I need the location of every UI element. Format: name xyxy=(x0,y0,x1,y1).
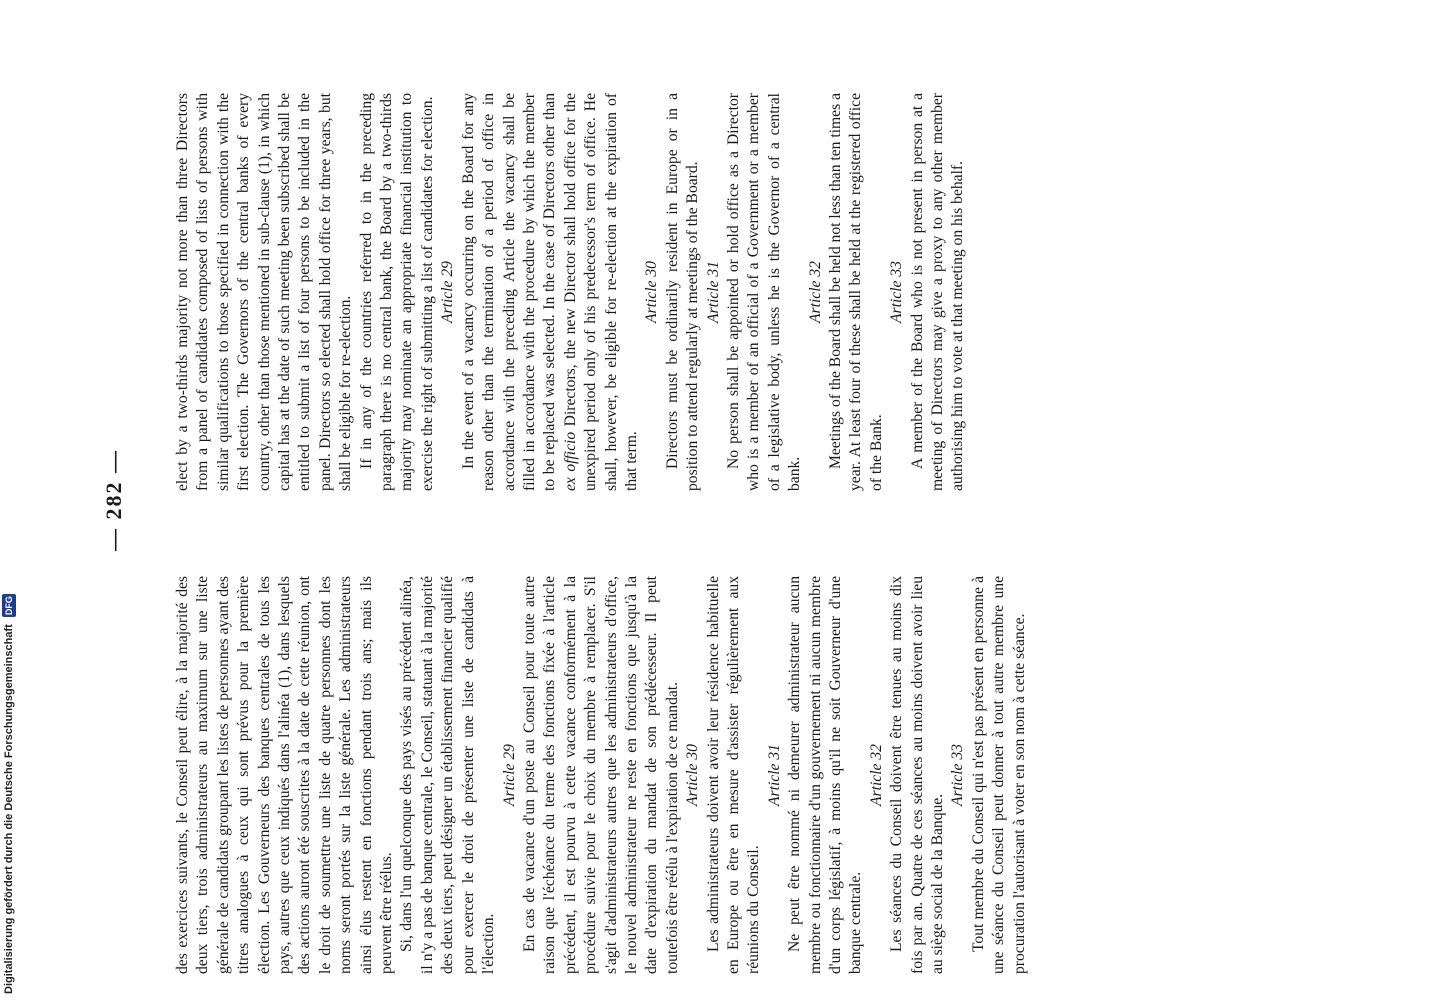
fr-article-30-text: Les administrateurs doivent avoir leur résidence habituelle en Europe ou être en mesure d'assister régulièrement aux réunions du Conseil. xyxy=(704,576,763,974)
fr-article-33-heading: Article 33 xyxy=(949,744,967,806)
en-article-31-heading: Article 31 xyxy=(704,261,722,323)
en-article-33-text: A member of the Board who is not present in person at a meeting of Directors may give a proxy to any other member authorising him to vote at that meeting on his behalf. xyxy=(908,93,967,491)
fr-intro-paragraph: des exercices suivants, le Conseil peut élire, à la majorité des deux tiers, trois administrateurs au maximum sur une liste générale de candidats groupant les listes de personnes ayant des titres analogues à ceux qui sont prévus pour la première élection. Les Gouverneurs des banques centrales de tous les pays, autres que ceux indiqués dans l'alinéa (1), dans lesquels des actions auront été souscrites à la date de cette réunion, ont le droit de soumettre une liste de quatre personnes dont les noms seront portés sur la liste générale. Les administrateurs ainsi élus restent en fonctions pendant trois ans; mais ils peuvent être réélus. xyxy=(174,576,396,974)
dfg-logo: DFG xyxy=(4,596,14,616)
french-column xyxy=(173,576,1030,974)
fr-second-paragraph: Si, dans l'un quelconque des pays visés au précédent alinéa, il n'y a pas de banque centrale, le Conseil, statuant à la majorité des deux tiers, peut désigner un établissement financier qualifié pour exercer le droit de présenter une liste de candidats à l'élection. xyxy=(398,576,498,974)
en-article-32-text: Meetings of the Board shall be held not less than ten times a year. At least four of these shall be held at the registered office of the Bank. xyxy=(827,93,885,491)
en-article-29-heading: Article 29 xyxy=(439,261,457,323)
fr-article-32-heading: Article 32 xyxy=(867,744,885,806)
fr-article-31-heading: Article 31 xyxy=(765,744,783,806)
english-column xyxy=(173,93,969,491)
en-article-29-text-a: In the event of a vacancy occurring on the Board for any reason other than the termination of a period of office in accordance with the preceding Article the vacancy shall be filled in accordance with the procedure by which the member to be replaced was selected. In the case of Directors other than xyxy=(459,93,559,491)
digitization-credit-text: Digitalisierung gefördert durch die Deutsche Forschungsgemeinschaft xyxy=(3,624,15,994)
fr-article-29-text: En cas de vacance d'un poste au Conseil pour toute autre raison que l'échéance du terme des fonctions fixée à l'article précédent, il est pourvu à cette vacance conformément à la procédure suivie pour le choix du membre à remplacer. S'il s'agit d'administrateurs autres que les administrateurs d'office, le nouvel administrateur ne reste en fonctions que jusqu'à la date d'expiration du mandat de son prédécesseur. Il peut toutefois être réélu à l'expiration de ce mandat. xyxy=(520,576,681,974)
en-article-33-heading: Article 33 xyxy=(888,261,906,323)
en-intro-paragraph: elect by a two-thirds majority not more than three Directors from a panel of candidates composed of lists of persons with similar qualifications to those specified in connection with the first election. The Governors of the central banks of every country, other than those mentioned in sub-clause (1), in which capital has at the date of such meeting been subscribed shall be entitled to submit a list of four persons to be included in the panel. Directors so elected shall hold office for three years, but shall be eligible for re-election. xyxy=(174,93,355,491)
en-second-paragraph: If in any of the countries referred to in the preceding paragraph there is no central bank, the Board by a two-thirds majority may nominate an appropriate financial institution to exercise the right of submitting a list of candidates for election. xyxy=(357,93,436,491)
en-article-29-ex-officio: ex officio xyxy=(561,431,579,491)
en-article-30-text: Directors must be ordinarily resident in Europe or in a position to attend regularly at meetings of the Board. xyxy=(663,93,702,491)
scanned-page xyxy=(67,0,1367,1000)
fr-article-32-text: Les séances du Conseil doivent être tenues au moins dix fois par an. Quatre de ces séances au moins doivent avoir lieu au siège social de la Banque. xyxy=(888,576,947,974)
en-article-29-text-b: Directors, the new Director shall hold office for the unexpired period only of his predecessor's term of office. He shall, however, be eligible for re-election at the expiration of that term. xyxy=(561,93,640,491)
en-article-31-text: No person shall be appointed or hold office as a Director who is a member of an official of a Government or a member of a legislative body, unless he is the Governor of a central bank. xyxy=(724,93,804,491)
page-number: — 282 — xyxy=(101,449,126,551)
en-article-32-heading: Article 32 xyxy=(806,261,824,323)
fr-article-31-text: Ne peut être nommé ni demeurer administrateur aucun membre ou fonctionnaire d'un gouvernement ni aucun membre d'un corps législatif, à moins qu'il ne soit Gouverneur d'une banque centrale. xyxy=(786,576,865,974)
en-article-29-text xyxy=(459,93,643,491)
fr-article-33-text: Tout membre du Conseil qui n'est pas présent en personne à une séance du Conseil peut donner à tout autre membre une procuration l'autorisant à voter en son nom à cette séance. xyxy=(969,576,1028,974)
digitization-credit xyxy=(2,596,16,994)
en-article-30-heading: Article 30 xyxy=(643,261,661,323)
fr-article-29-heading: Article 29 xyxy=(500,744,518,806)
fr-article-30-heading: Article 30 xyxy=(684,744,702,806)
